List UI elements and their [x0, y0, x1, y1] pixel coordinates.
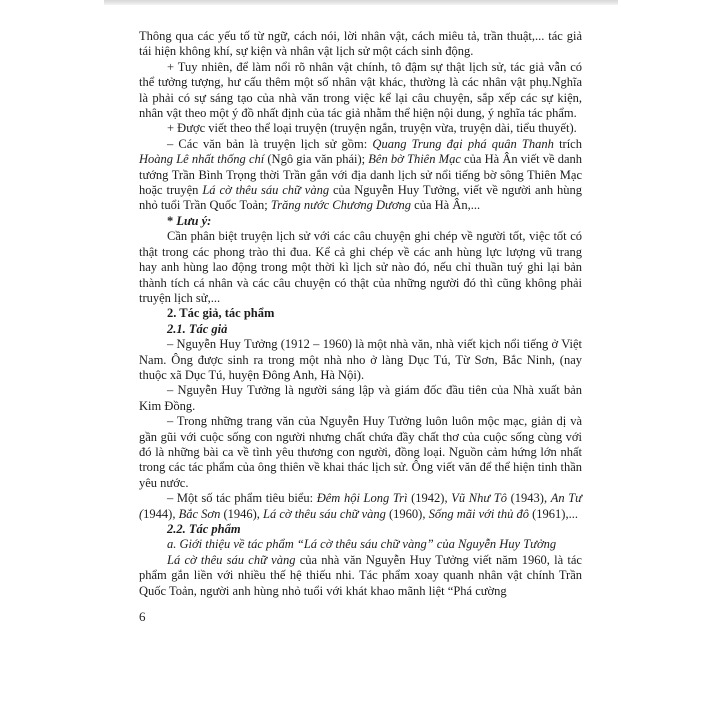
text-run: (1961),...: [529, 506, 578, 521]
text-run: (1943),: [506, 491, 551, 506]
text-run: Trăng nước Chương Dương: [270, 198, 412, 213]
text-run: của Hà Ân,...: [411, 198, 481, 213]
point-tuy-nhien-paragraph: [139, 60, 582, 122]
text-run: Lá cờ thêu sáu chữ vàng: [167, 552, 296, 567]
point-van-ban-paragraph: [139, 137, 582, 214]
text-run: Vũ Như Tô: [451, 491, 507, 506]
section-heading-tac-gia-tac-pham: [139, 306, 582, 321]
text-block: [139, 29, 582, 624]
luu-y-body-paragraph: [139, 229, 582, 306]
subsection-heading-tac-gia: [139, 322, 582, 337]
page-number: 6: [139, 609, 146, 625]
text-run: Đêm hội Long Trì: [316, 491, 408, 506]
text-run: 2. Tác giả, tác phẩm: [167, 306, 275, 321]
text-run: + Tuy nhiên, để làm nổi rõ nhân vật chính, tô đậm sự thật lịch sử, tác giả vẫn có thể tưởng tượng, hư cấu thêm một số nhân vật khác, thường là các nhân vật phụ.Nghĩa là phải có sự sáng tạo của nhà văn trong việc kể lại câu chuyện, sắp xếp các sự kiện, nhân vật theo một ý đồ nhất định của tác giả nhằm thể hiện nội dung, ý nghĩa tác phẩm.: [139, 59, 582, 121]
text-run: Cần phân biệt truyện lịch sử với các câu chuyện ghi chép về người tốt, việc tốt có thật trong các phong trào thi đua. Kể cả ghi chép về các anh hùng lực lượng vũ trang hay anh hùng lao động trong một thời kì lịch sử nào đó, nếu chỉ thuần tuý ghi lại bản thành tích cá nhân và các câu chuyện có thật của những người đó thì cũng không phải truyện lịch sử,...: [139, 229, 582, 305]
text-run: (Ngô gia văn phái);: [264, 152, 369, 167]
paragraphs-container: [139, 29, 582, 599]
text-run: + Được viết theo thể loại truyện (truyện ngắn, truyện vừa, truyện dài, tiểu thuyết).: [167, 121, 577, 136]
text-run: (1960),: [385, 506, 429, 521]
text-run: – Một số tác phẩm tiêu biểu:: [167, 491, 317, 506]
text-run: Lá cờ thêu sáu chữ vàng: [263, 506, 386, 521]
text-run: 1944),: [143, 506, 179, 521]
author-bio-paragraph: [139, 337, 582, 383]
text-run: của nhà văn Nguyễn Huy Tưởng viết năm 1960, là tác phẩm gắn liền với nhiều thế hệ thiếu nhi. Tác phẩm xoay quanh nhân vật chính Trần Quốc Toản, người anh hùng nhỏ tuổi với khát khao mãnh liệt “Phá cường: [139, 552, 582, 598]
subsection-heading-tac-pham: [139, 522, 582, 537]
point-the-loai-paragraph: [139, 121, 582, 136]
text-run: – Nguyễn Huy Tưởng là người sáng lập và giám đốc đầu tiên của Nhà xuất bản Kim Đồng.: [139, 383, 582, 413]
photo-top-edge: [104, 0, 618, 5]
intro-continuation-paragraph: [139, 29, 582, 60]
text-run: trích: [553, 136, 582, 151]
text-run: Bên bờ Thiên Mạc: [368, 152, 461, 167]
luu-y-heading: [139, 214, 582, 229]
text-run: Quang Trung đại phá quân Thanh: [372, 136, 554, 151]
author-works-paragraph: [139, 491, 582, 522]
text-run: a. Giới thiệu về tác phẩm “Lá cờ thêu sáu chữ vàng” của Nguyễn Huy Tưởng: [167, 537, 557, 552]
text-run: Lưu ý:: [176, 213, 212, 228]
text-run: Sống mãi với thủ đô: [428, 506, 530, 521]
text-run: (1946),: [220, 506, 264, 521]
text-run: Lá cờ thêu sáu chữ vàng: [202, 183, 330, 198]
work-summary-paragraph: [139, 553, 582, 599]
text-run: – Trong những trang văn của Nguyễn Huy Tưởng luôn luôn mộc mạc, giản dị và gần gũi với cuộc sống con người nhưng chất chứa đầy chất thơ của cuộc sống cùng với đó là những bài ca về tình yêu thương con người, đồng loại. Nguồn cảm hứng lớn nhất trong các tác phẩm của ông thiên về khai thác lịch sử. Ông viết văn để thể hiện tinh thần yêu nước.: [139, 414, 582, 490]
work-intro-heading: [139, 537, 582, 552]
text-run: – Nguyễn Huy Tưởng (1912 – 1960) là một nhà văn, nhà viết kịch nổi tiếng ở Việt Nam. Ông được sinh ra trong một nhà nho ở làng Dục Tú, Từ Sơn, Bắc Ninh, (nay thuộc xã Dục Tú, huyện Đông Anh, Hà Nội).: [139, 337, 582, 382]
text-run: – Các văn bản là truyện lịch sử gồm:: [167, 136, 373, 151]
text-run: Bắc Sơn: [178, 506, 221, 521]
text-run: Thông qua các yếu tố từ ngữ, cách nói, lời nhân vật, cách miêu tả, trần thuật,... tác giả tái hiện không khí, sự kiện và nhân vật lịch sử một cách sinh động.: [139, 29, 582, 59]
text-run: *: [167, 213, 177, 228]
text-run: 2.2. Tác phẩm: [167, 522, 241, 536]
text-run: 2.1. Tác giả: [167, 321, 228, 336]
text-run: Hoàng Lê nhất thống chí: [139, 152, 265, 167]
text-run: của Nguyễn Huy Tưởng, viết về người anh hùng nhỏ tuổi Trần Quốc Toản;: [139, 183, 582, 213]
text-run: (1942),: [407, 491, 452, 506]
text-run: An Tư (: [139, 491, 582, 521]
author-founder-paragraph: [139, 383, 582, 414]
text-run: của Hà Ân viết về danh tướng Trần Bình Trọng thời Trần gắn với địa danh lịch sử nổi tiếng bờ sông Thiên Mạc hoặc truyện: [139, 152, 582, 198]
author-style-paragraph: [139, 414, 582, 491]
